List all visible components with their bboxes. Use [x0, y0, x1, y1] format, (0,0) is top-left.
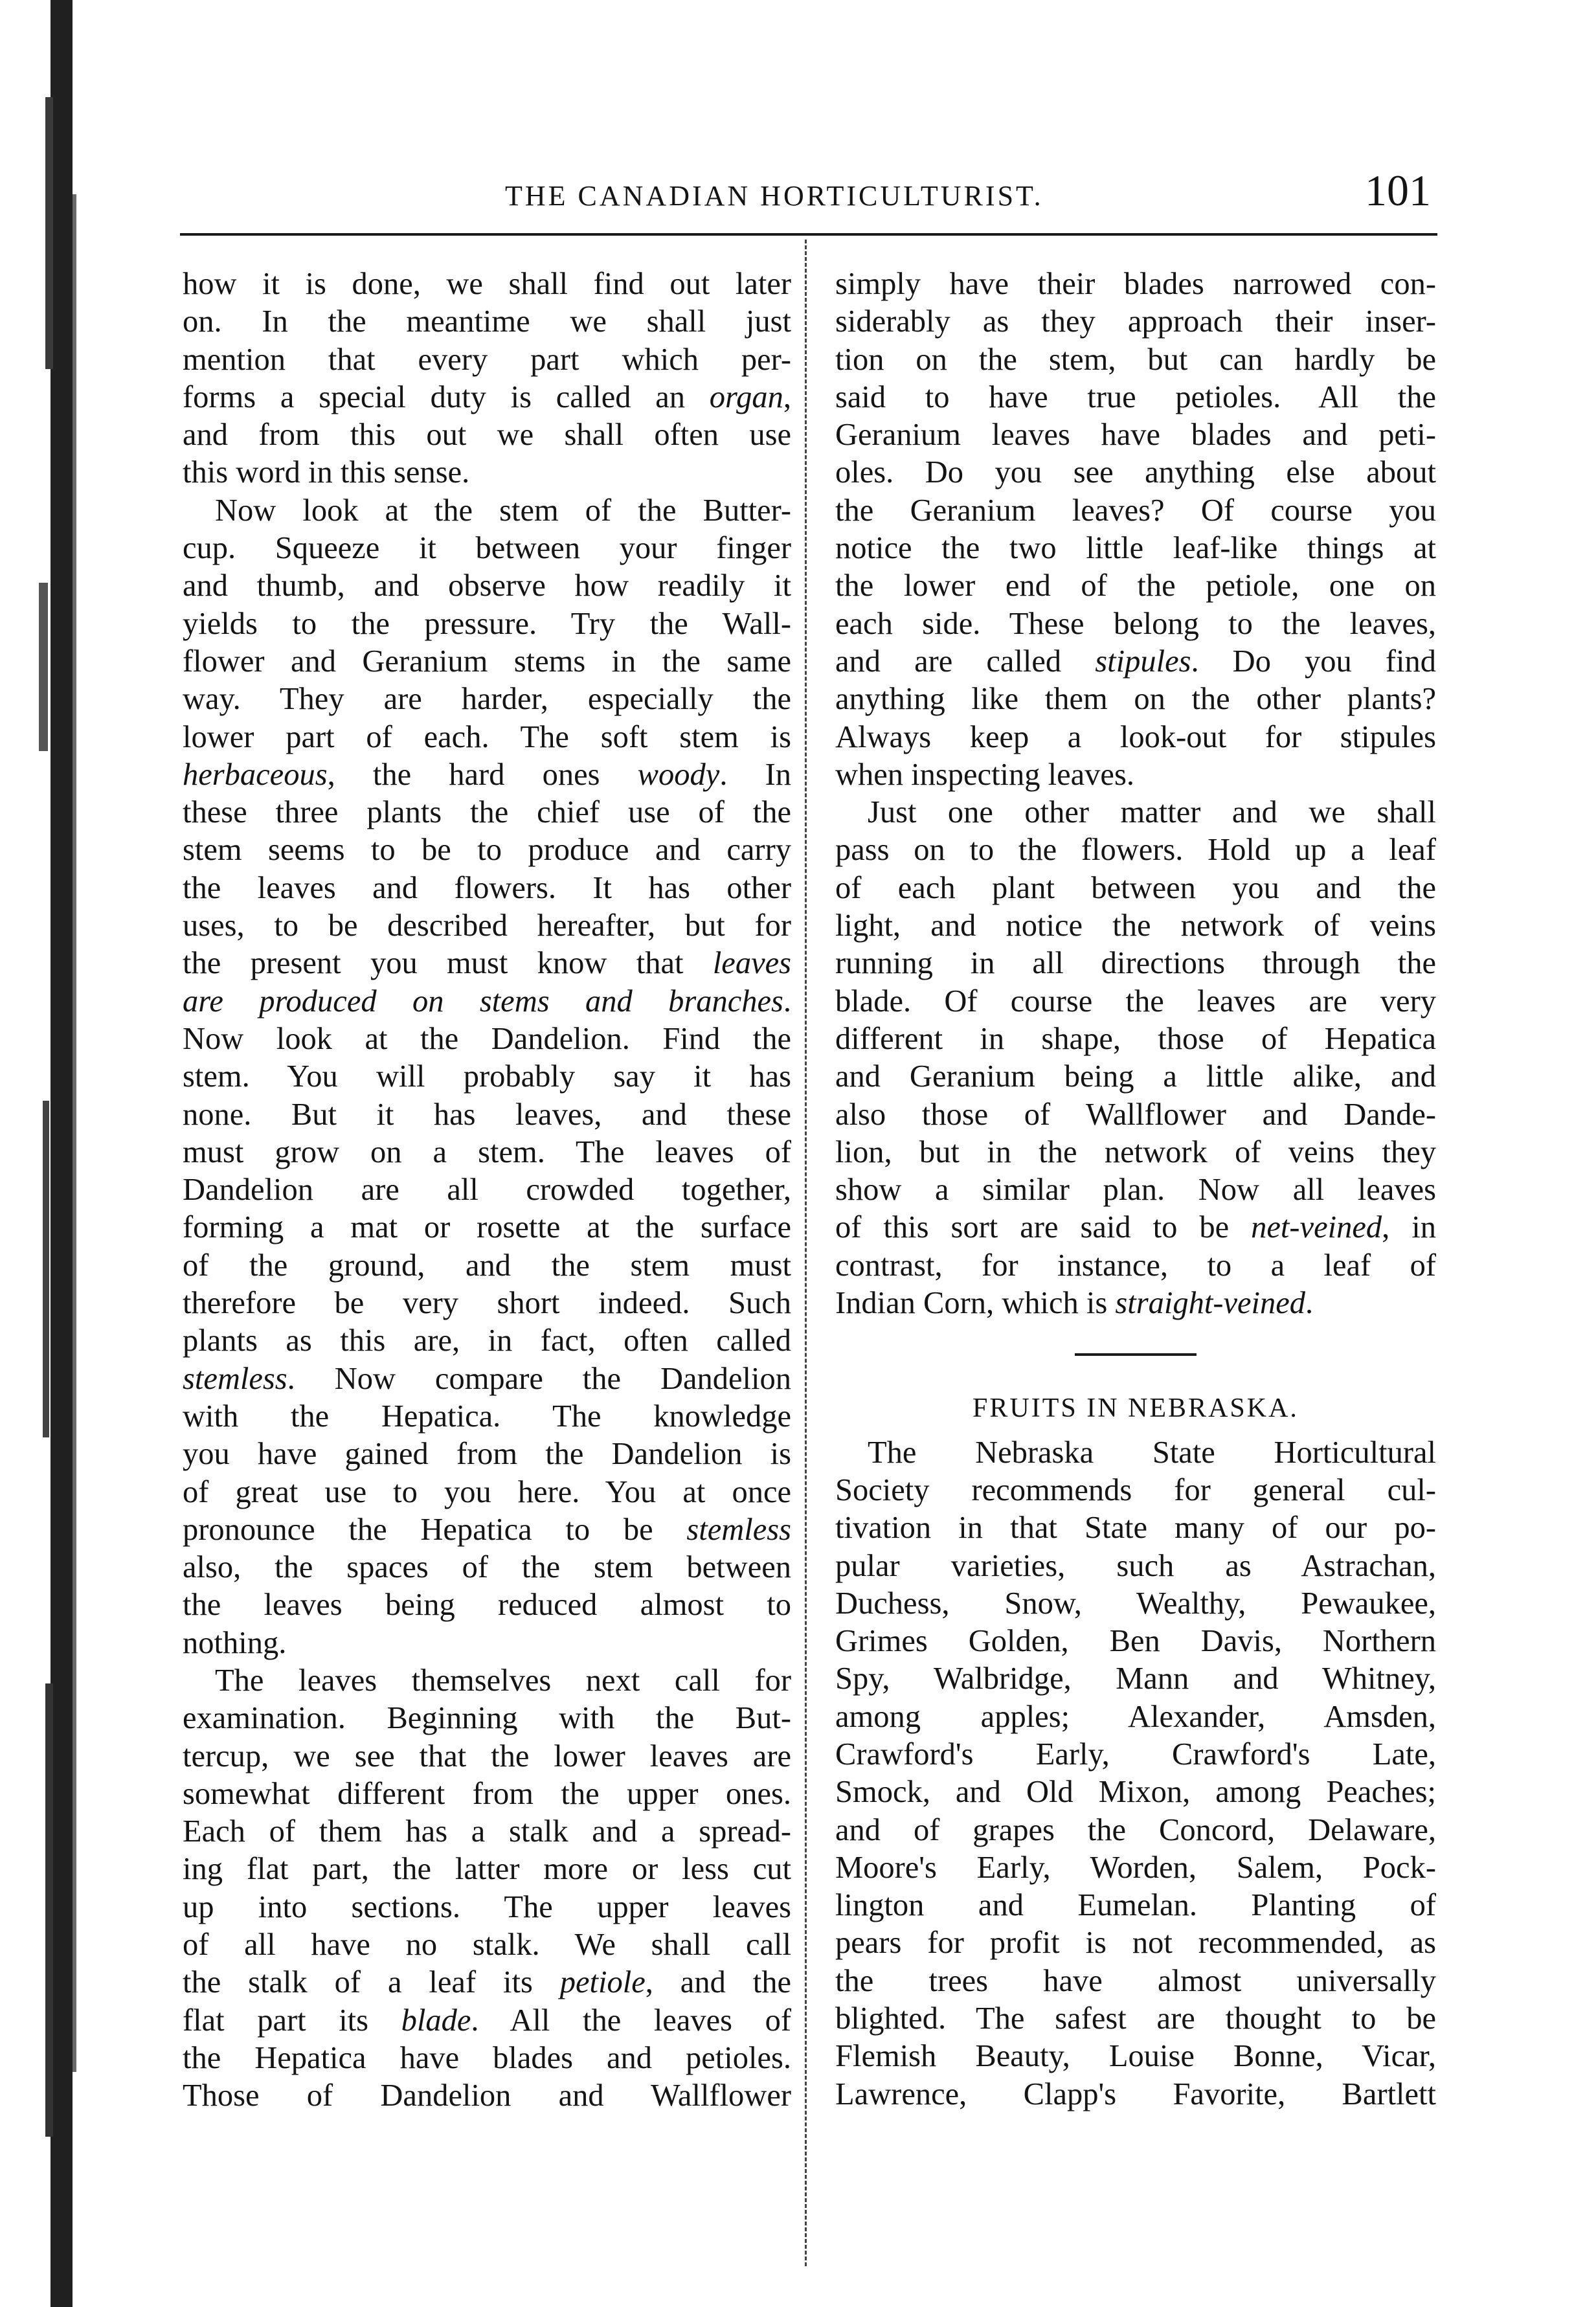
text-line: blade. Of course the leaves are very [835, 984, 1436, 1018]
text-line: plants as this are, in fact, often called [183, 1323, 791, 1358]
text-line: anything like them on the other plants? [835, 682, 1436, 717]
text-line: on. In the meantime we shall just [183, 304, 791, 339]
journal-title: THE CANADIAN HORTICULTURIST. [505, 180, 1044, 212]
text-line: examination. Beginning with the But- [183, 1701, 791, 1736]
text-line: none. But it has leaves, and these [183, 1097, 791, 1132]
text-line: flat part its blade. All the leaves of [183, 2003, 791, 2038]
text-line: flower and Geranium stems in the same [183, 644, 791, 679]
text-line: Dandelion are all crowded together, [183, 1173, 791, 1208]
text-line: also, the spaces of the stem between [183, 1550, 791, 1585]
text-line: different in shape, those of Hepatica [835, 1021, 1436, 1056]
text-line: somewhat different from the upper ones. [183, 1776, 791, 1811]
text-line: Flemish Beauty, Louise Bonne, Vicar, [835, 2039, 1436, 2074]
text-line: therefore be very short indeed. Such [183, 1286, 791, 1321]
text-line: uses, to be described hereafter, but for [183, 908, 791, 943]
text-line: herbaceous, the hard ones woody. In [183, 757, 791, 792]
text-line: Smock, and Old Mixon, among Peaches; [835, 1775, 1436, 1810]
text-line: mention that every part which per- [183, 342, 791, 377]
text-line: the present you must know that leaves [183, 946, 791, 981]
text-line: the stalk of a leaf its petiole, and the [183, 1965, 791, 2000]
text-line: these three plants the chief use of the [183, 795, 791, 830]
text-line: and Geranium being a little alike, and [835, 1059, 1436, 1094]
text-line: ing flat part, the latter more or less cut [183, 1852, 791, 1887]
section-divider-rule [1075, 1353, 1197, 1356]
text-line: stem. You will probably say it has [183, 1059, 791, 1094]
text-line: forms a special duty is called an organ, [183, 379, 791, 414]
text-line: tion on the stem, but can hardly be [835, 342, 1436, 377]
text-line: and of grapes the Concord, Delaware, [835, 1812, 1436, 1847]
text-line: with the Hepatica. The knowledge [183, 1399, 791, 1434]
text-line: oles. Do you see anything else about [835, 455, 1436, 490]
page-number: 101 [1365, 166, 1431, 215]
text-line: the leaves being reduced almost to [183, 1588, 791, 1623]
text-line: you have gained from the Dandelion is [183, 1437, 791, 1472]
text-line: Grimes Golden, Ben Davis, Northern [835, 1624, 1436, 1659]
text-line: way. They are harder, especially the [183, 682, 791, 717]
section-heading: FRUITS IN NEBRASKA. [972, 1393, 1299, 1424]
text-line: siderably as they approach their inser- [835, 304, 1436, 339]
text-line: tivation in that State many of our po- [835, 1511, 1436, 1546]
text-line: also those of Wallflower and Dande- [835, 1097, 1436, 1132]
text-line: among apples; Alexander, Amsden, [835, 1699, 1436, 1734]
text-line: each side. These belong to the leaves, [835, 606, 1436, 641]
text-line: the leaves and flowers. It has other [183, 870, 791, 905]
text-line: Always keep a look-out for stipules [835, 719, 1436, 754]
text-line: the lower end of the petiole, one on [835, 568, 1436, 603]
text-line: and from this out we shall often use [183, 418, 791, 453]
text-line: and are called stipules. Do you find [835, 644, 1436, 679]
text-line: lion, but in the network of veins they [835, 1134, 1436, 1169]
text-line: pears for profit is not recommended, as [835, 1926, 1436, 1961]
text-line: pass on to the flowers. Hold up a leaf [835, 833, 1436, 868]
text-line: pular varieties, such as Astrachan, [835, 1548, 1436, 1583]
text-line: simply have their blades narrowed con- [835, 267, 1436, 301]
text-line: Those of Dandelion and Wallflower [183, 2078, 791, 2113]
text-line: of this sort are said to be net-veined, in [835, 1210, 1436, 1245]
text-line: must grow on a stem. The leaves of [183, 1134, 791, 1169]
text-line: show a similar plan. Now all leaves [835, 1173, 1436, 1208]
nebraska-article-text [835, 1434, 1436, 2113]
text-line: are produced on stems and branches. [183, 984, 791, 1018]
column-divider [805, 240, 807, 2266]
page-binding-edge [0, 0, 97, 2307]
text-line: the Geranium leaves? Of course you [835, 493, 1436, 528]
text-line: Duchess, Snow, Wealthy, Pewaukee, [835, 1586, 1436, 1621]
text-line: forming a mat or rosette at the surface [183, 1210, 791, 1245]
text-line: said to have true petioles. All the [835, 379, 1436, 414]
text-line: light, and notice the network of veins [835, 908, 1436, 943]
text-line: the trees have almost universally [835, 1963, 1436, 1998]
text-line: when inspecting leaves. [835, 757, 1134, 792]
text-line: Geranium leaves have blades and peti- [835, 418, 1436, 453]
text-line: Crawford's Early, Crawford's Late, [835, 1737, 1436, 1772]
text-line: lington and Eumelan. Planting of [835, 1888, 1436, 1923]
text-line: this word in this sense. [183, 455, 470, 490]
text-line: of the ground, and the stem must [183, 1248, 791, 1283]
text-line: tercup, we see that the lower leaves are [183, 1739, 791, 1773]
text-line: Moore's Early, Worden, Salem, Pock- [835, 1850, 1436, 1885]
text-line: Each of them has a stalk and a spread- [183, 1814, 791, 1849]
right-column-text [835, 265, 1436, 1322]
text-line: Spy, Walbridge, Mann and Whitney, [835, 1661, 1436, 1696]
text-line: The leaves themselves next call for [215, 1663, 791, 1698]
text-line: Lawrence, Clapp's Favorite, Bartlett [835, 2076, 1436, 2111]
text-line: stem seems to be to produce and carry [183, 833, 791, 868]
text-line: running in all directions through the [835, 946, 1436, 981]
text-line: pronounce the Hepatica to be stemless [183, 1512, 791, 1547]
text-line: nothing. [183, 1625, 287, 1660]
text-line: of each plant between you and the [835, 870, 1436, 905]
text-line: lower part of each. The soft stem is [183, 719, 791, 754]
text-line: Now look at the Dandelion. Find the [183, 1021, 791, 1056]
header-rule [180, 233, 1437, 236]
text-line: The Nebraska State Horticultural [868, 1435, 1436, 1470]
text-line: Now look at the stem of the Butter- [215, 493, 791, 528]
text-line: how it is done, we shall find out later [183, 267, 791, 301]
text-line: Indian Corn, which is straight-veined. [835, 1286, 1314, 1321]
text-line: and thumb, and observe how readily it [183, 568, 791, 603]
text-line: blighted. The safest are thought to be [835, 2001, 1436, 2036]
text-line: Just one other matter and we shall [868, 795, 1436, 830]
text-line: cup. Squeeze it between your finger [183, 531, 791, 566]
right-column [835, 265, 1436, 2113]
left-column-text [183, 265, 791, 2115]
text-line: of great use to you here. You at once [183, 1474, 791, 1509]
text-line: up into sections. The upper leaves [183, 1889, 791, 1924]
text-line: notice the two little leaf-like things at [835, 531, 1436, 566]
text-line: of all have no stalk. We shall call [183, 1928, 791, 1963]
text-line: Society recommends for general cul- [835, 1472, 1436, 1507]
text-line: contrast, for instance, to a leaf of [835, 1248, 1436, 1283]
left-column [183, 265, 791, 2115]
text-line: the Hepatica have blades and petioles. [183, 2040, 791, 2075]
text-line: stemless. Now compare the Dandelion [183, 1361, 791, 1396]
text-line: yields to the pressure. Try the Wall- [183, 606, 791, 641]
running-head [181, 165, 1437, 223]
